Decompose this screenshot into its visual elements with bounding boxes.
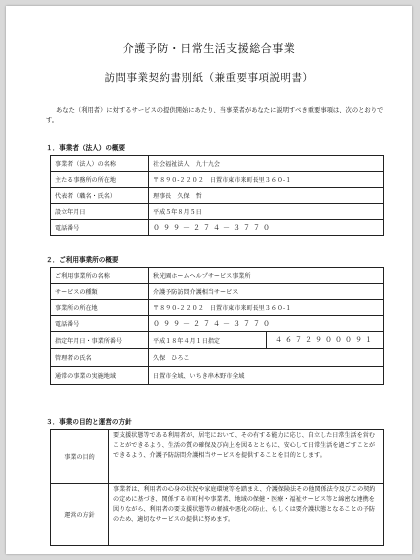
row-value: 〒８９０-２２０２ 日置市東市来町長里３６０-１ xyxy=(149,172,384,188)
row-label: サービスの種類 xyxy=(51,284,149,300)
table-row xyxy=(51,367,384,385)
intro-paragraph: あなた（利用者）に対するサービスの提供開始にあたり、当事業者があなたに説明すべき重要事項は、次のとおりです。 xyxy=(46,107,384,124)
row-value: 秋光園ホームヘルプサービス事業所 xyxy=(149,268,384,284)
table-row xyxy=(51,484,384,546)
row-label: ご利用事業所の名称 xyxy=(51,268,149,284)
row-value: 理事長 久保 哲 xyxy=(149,188,384,204)
row-label: 指定年月日・事業所番号 xyxy=(51,332,149,349)
corporation-table xyxy=(50,155,384,236)
table-row xyxy=(51,332,384,349)
row-value: 久保 ひろこ xyxy=(149,349,384,367)
table-row xyxy=(51,268,384,284)
section2-heading: ２．ご利用事業所の概要 xyxy=(46,256,119,264)
row-label: 設立年月日 xyxy=(51,204,149,220)
row-value: 日置市全域、いちき串木野市全域 xyxy=(149,367,384,385)
designation-date: 平成１８年４月１日指定 xyxy=(149,332,267,349)
table-row xyxy=(51,204,384,220)
row-value: 介護予防訪問介護相当サービス xyxy=(149,284,384,300)
office-table xyxy=(50,267,384,385)
row-label: 代表者（職名・氏名） xyxy=(51,188,149,204)
table-row xyxy=(51,284,384,300)
table-row xyxy=(51,156,384,172)
row-value: 平成５年８月５日 xyxy=(149,204,384,220)
office-number: ４６７２９０００９１ xyxy=(267,332,384,349)
row-value: 事業者は、利用者の心身の状況や家庭環境等を踏まえ、介護保険法その他関係法令及びこの契約の定めに基づき、関係する市町村や事業者、地域の保健・医療・福祉サービス等と綿密な連携を図りながら、利用者の要支援状態等の軽減や悪化の防止、もしくは要介護状態となることの予防のため、適切なサービスの提供に努めます。 xyxy=(109,484,384,546)
table-row xyxy=(51,188,384,204)
table-row xyxy=(51,220,384,236)
row-label: 事業者（法人）の名称 xyxy=(51,156,149,172)
document-page xyxy=(6,6,412,554)
row-value: ０９９－２７４－３７７０ xyxy=(149,220,384,236)
row-label: 管理者の氏名 xyxy=(51,349,149,367)
table-row xyxy=(51,349,384,367)
table-row xyxy=(51,430,384,484)
row-value: 社会福祉法人 九十九会 xyxy=(149,156,384,172)
section1-heading: １．事業者（法人）の概要 xyxy=(46,144,126,152)
row-label: 事業の目的 xyxy=(51,430,109,484)
purpose-table xyxy=(50,429,384,546)
document-subtitle: 訪問事業契約書別紙（兼重要事項説明書） xyxy=(104,72,314,84)
row-value: 〒８９０-２２０２ 日置市東市来町長里３６０-１ xyxy=(149,300,384,316)
row-label: 主たる事務所の所在地 xyxy=(51,172,149,188)
table-row xyxy=(51,172,384,188)
table-row xyxy=(51,316,384,332)
row-label: 通常の事業の実施地域 xyxy=(51,367,149,385)
row-label: 運営の方針 xyxy=(51,484,109,546)
row-label: 事業所の所在地 xyxy=(51,300,149,316)
table-row xyxy=(51,300,384,316)
row-value: ０９９－２７４－３７７０ xyxy=(149,316,384,332)
row-value: 要支援状態等である利用者が、居宅において、その有する能力に応じ、自立した日常生活を営むことができるよう、生活の質の確保及び向上を図るとともに、安心して日常生活を過ごすことができるよう、介護予防訪問介護相当サービスを提供することを目的とします。 xyxy=(109,430,384,484)
section3-heading: ３．事業の目的と運営の方針 xyxy=(46,418,132,426)
document-title: 介護予防・日常生活支援総合事業 xyxy=(122,42,296,55)
row-label: 電話番号 xyxy=(51,316,149,332)
row-label: 電話番号 xyxy=(51,220,149,236)
